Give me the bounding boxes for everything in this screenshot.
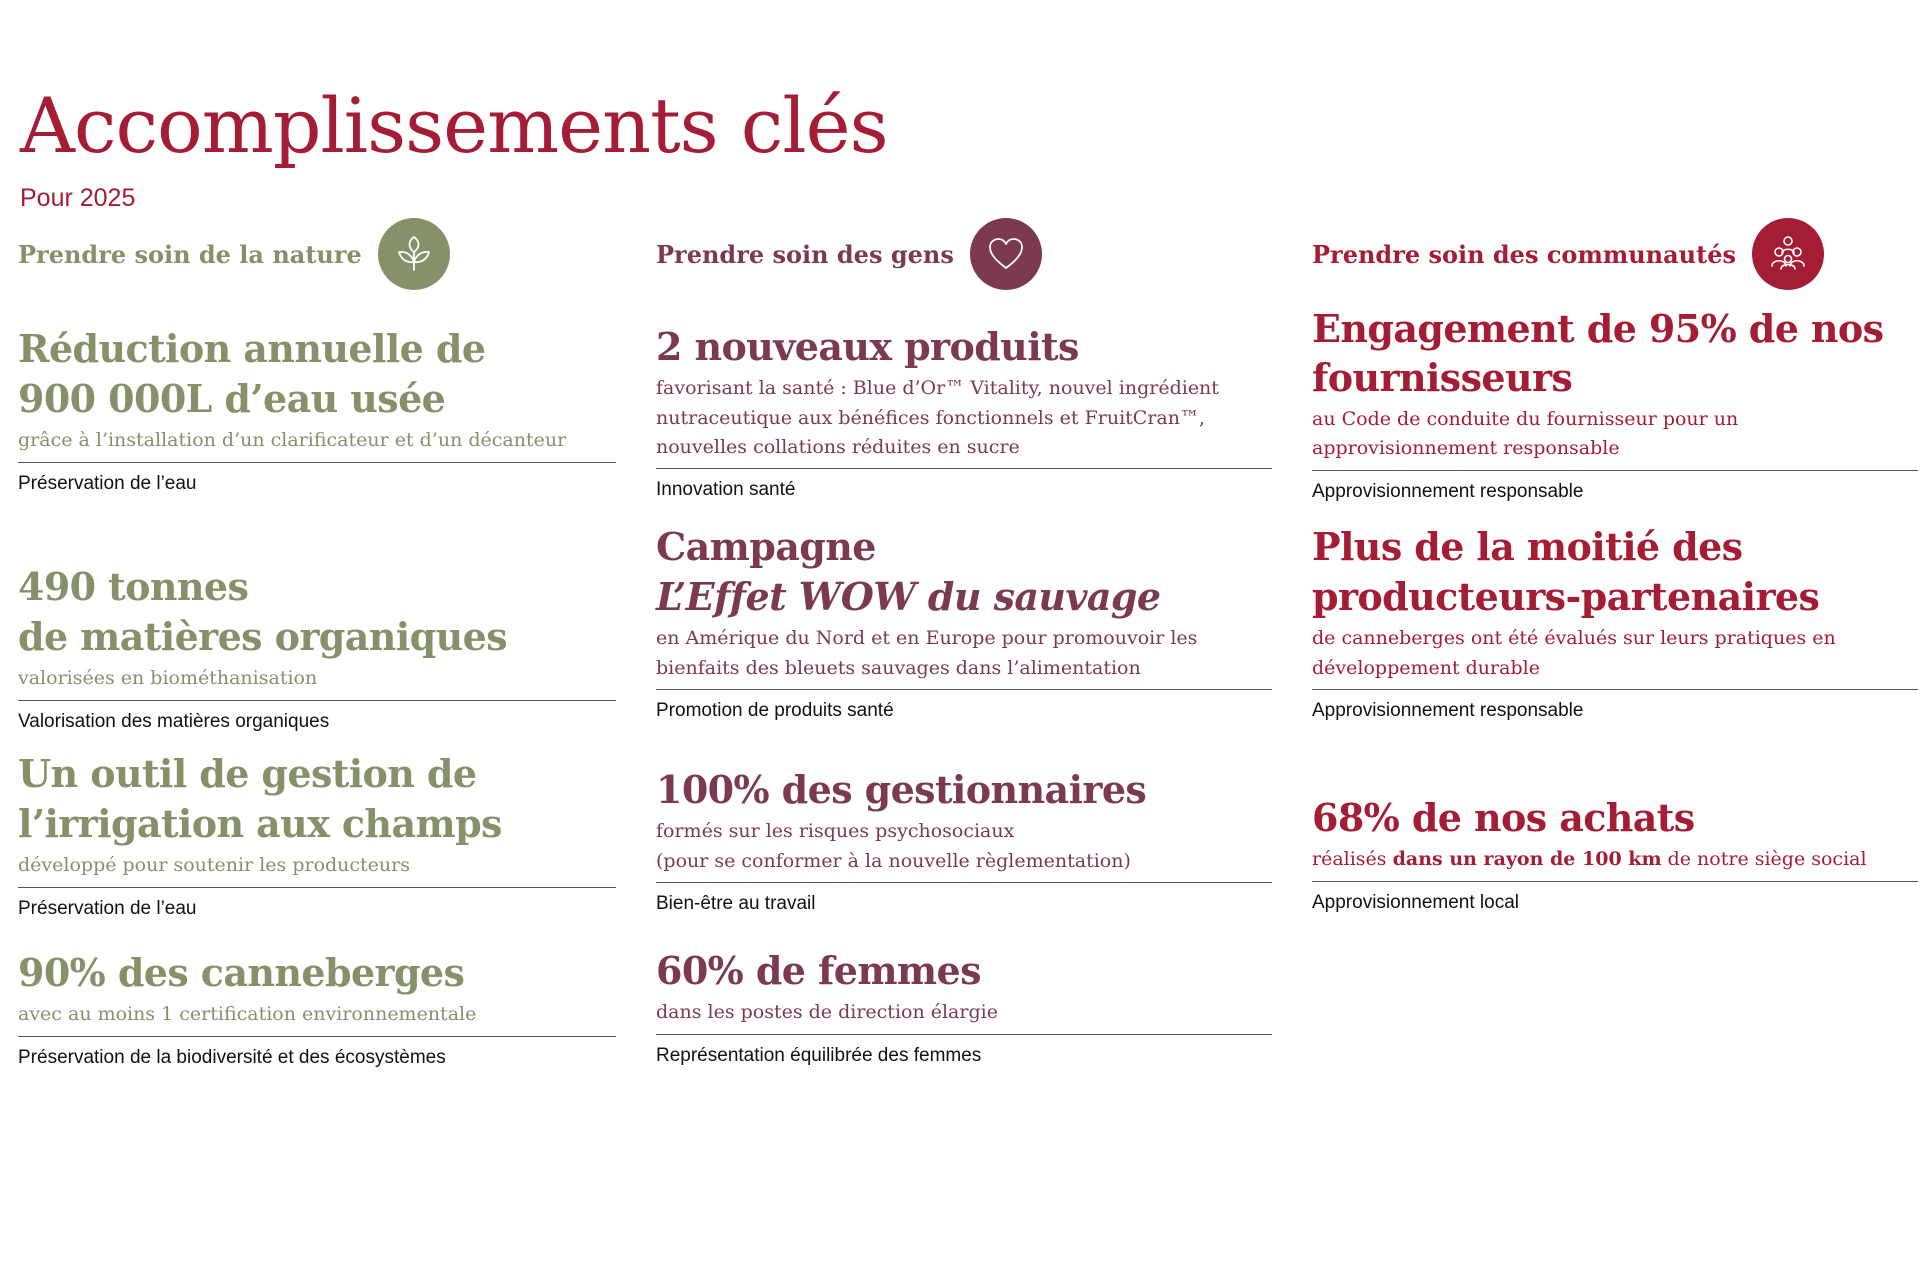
description-line: favorisant la santé : Blue d’Or™ Vitality, nouvel ingrédient <box>656 377 1219 400</box>
divider <box>18 462 616 463</box>
headline-line: Un outil de gestion de <box>18 751 477 796</box>
description-part: réalisés <box>1312 848 1393 871</box>
divider <box>1312 470 1918 471</box>
card-description <box>656 624 1272 683</box>
headline-line: Réduction annuelle de <box>18 326 486 371</box>
column-header <box>18 218 450 290</box>
description-line: bienfaits des bleuets sauvages dans l’alimentation <box>656 656 1141 679</box>
column-nature <box>18 0 616 1280</box>
description-part: de notre siège social <box>1661 848 1867 871</box>
description-line: avec au moins 1 certification environnementale <box>18 1003 477 1026</box>
achievement-card <box>656 522 1272 722</box>
card-headline <box>18 324 616 424</box>
category-tag: Préservation de la biodiversité et des écosystèmes <box>18 1046 446 1068</box>
headline-line: Engagement de 95% de nos <box>1312 306 1884 351</box>
card-headline <box>656 765 1272 815</box>
headline-line: 68% de nos achats <box>1312 795 1695 840</box>
description-line: grâce à l’installation d’un clarificateur et d’un décanteur <box>18 429 567 452</box>
card-description <box>656 817 1272 876</box>
headline-line: producteurs-partenaires <box>1312 574 1820 620</box>
headline-line: 100% des gestionnaires <box>656 767 1147 812</box>
headline-line: 90% des canneberges <box>18 950 465 995</box>
description-line: de canneberges ont été évalués sur leurs pratiques en <box>1312 627 1836 650</box>
divider <box>1312 689 1918 690</box>
achievement-card <box>656 765 1272 915</box>
page-subtitle: Pour 2025 <box>20 184 136 212</box>
headline-line: Plus de la moitié des <box>1312 524 1743 569</box>
card-headline <box>18 562 616 662</box>
divider <box>656 468 1272 469</box>
card-description <box>18 664 616 693</box>
column-heading: Prendre soin des communautés <box>1312 239 1736 269</box>
card-description <box>1312 405 1918 464</box>
category-tag: Approvisionnement responsable <box>1312 480 1584 502</box>
achievement-card <box>18 562 616 733</box>
column-header <box>656 218 1042 290</box>
achievement-card <box>1312 793 1918 914</box>
description-emphasis: dans un rayon de 100 km <box>1392 848 1662 871</box>
card-headline <box>656 322 1272 372</box>
headline-line: fournisseurs <box>1312 355 1573 401</box>
page-title: Accomplissements clés <box>20 81 888 170</box>
heart-icon <box>970 218 1042 290</box>
description-line: formés sur les risques psychosociaux <box>656 820 1015 843</box>
card-description <box>1312 624 1918 683</box>
people-group-icon <box>1752 218 1824 290</box>
card-headline <box>1312 793 1918 843</box>
card-headline <box>656 522 1272 622</box>
card-description <box>1312 845 1918 874</box>
headline-line: l’irrigation aux champs <box>18 801 502 847</box>
description-line <box>1312 845 1918 874</box>
description-line: dans les postes de direction élargie <box>656 1001 998 1024</box>
headline-line: 60% de femmes <box>656 948 981 993</box>
achievement-card <box>1312 304 1918 503</box>
divider <box>656 1034 1272 1035</box>
description-line: en Amérique du Nord et en Europe pour promouvoir les <box>656 627 1198 650</box>
card-description <box>18 426 616 455</box>
achievement-card <box>18 749 616 920</box>
description-line: nouvelles collations réduites en sucre <box>656 436 1020 459</box>
divider <box>18 1036 616 1037</box>
card-description <box>656 998 1272 1027</box>
leaf-icon <box>378 218 450 290</box>
card-headline <box>656 946 1272 996</box>
achievement-card <box>18 324 616 495</box>
headline-line: 490 tonnes <box>18 564 249 609</box>
category-tag: Représentation équilibrée des femmes <box>656 1044 982 1066</box>
description-line: nutraceutique aux bénéfices fonctionnels et FruitCran™, <box>656 406 1206 429</box>
headline-line: de matières organiques <box>18 614 507 660</box>
description-line: (pour se conformer à la nouvelle règlementation) <box>656 849 1131 872</box>
headline-line: Campagne <box>656 524 876 569</box>
column-heading: Prendre soin des gens <box>656 239 954 269</box>
category-tag: Approvisionnement responsable <box>1312 700 1584 722</box>
achievement-card <box>656 322 1272 501</box>
divider <box>656 882 1272 883</box>
column-header <box>1312 218 1824 290</box>
category-tag: Innovation santé <box>656 479 796 501</box>
card-headline <box>18 948 616 998</box>
headline-line: 900 000L d’eau usée <box>18 376 446 422</box>
category-tag: Approvisionnement local <box>1312 891 1520 913</box>
divider <box>18 700 616 701</box>
divider <box>18 887 616 888</box>
category-tag: Bien-être au travail <box>656 893 816 915</box>
divider <box>656 689 1272 690</box>
description-line: développement durable <box>1312 656 1540 679</box>
column-people <box>656 0 1272 1280</box>
category-tag: Valorisation des matières organiques <box>18 710 330 732</box>
achievement-card <box>18 948 616 1069</box>
card-headline <box>18 749 616 849</box>
achievement-card <box>656 946 1272 1067</box>
description-line: approvisionnement responsable <box>1312 437 1620 460</box>
card-headline <box>1312 304 1918 403</box>
card-description <box>18 851 616 880</box>
description-line: développé pour soutenir les producteurs <box>18 854 410 877</box>
column-communities <box>1312 0 1918 1280</box>
headline-line: L’Effet WOW du sauvage <box>656 574 1161 620</box>
card-headline <box>1312 522 1918 622</box>
column-heading: Prendre soin de la nature <box>18 239 362 269</box>
category-tag: Promotion de produits santé <box>656 700 894 722</box>
achievement-card <box>1312 522 1918 722</box>
divider <box>1312 881 1918 882</box>
card-description <box>656 374 1272 462</box>
card-description <box>18 1000 616 1029</box>
category-tag: Préservation de l’eau <box>18 472 197 494</box>
description-line: au Code de conduite du fournisseur pour un <box>1312 407 1739 430</box>
category-tag: Préservation de l’eau <box>18 897 197 919</box>
description-line: valorisées en biométhanisation <box>18 667 318 690</box>
headline-line: 2 nouveaux produits <box>656 324 1079 369</box>
